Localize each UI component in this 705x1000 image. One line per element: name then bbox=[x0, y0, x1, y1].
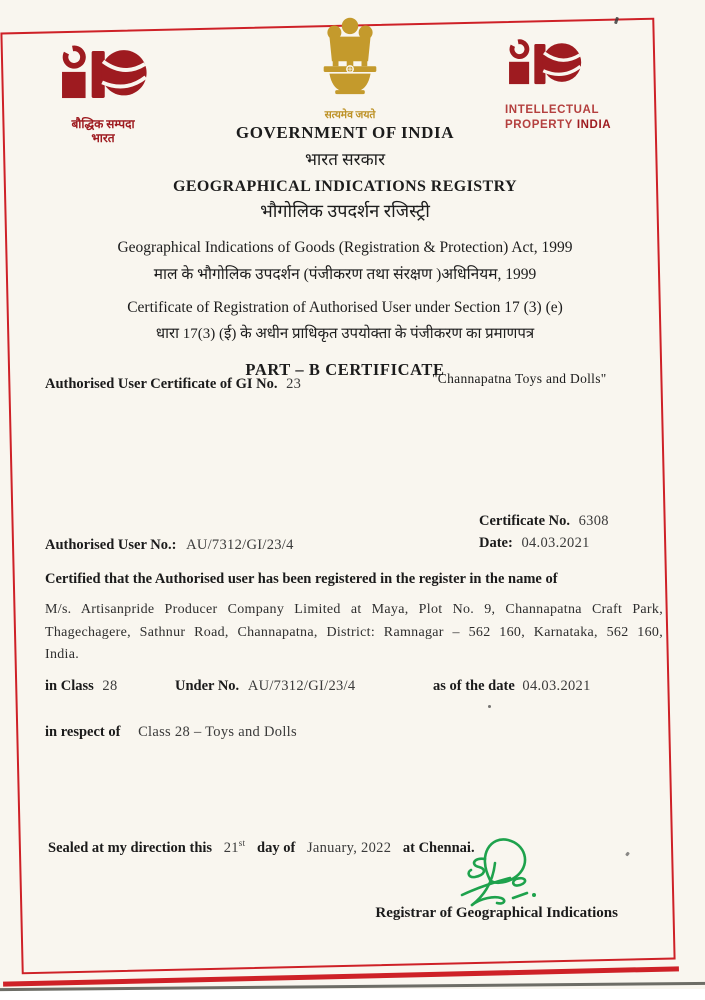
certificate-number-value: 6308 bbox=[578, 513, 609, 529]
ip-india-logo-icon bbox=[503, 38, 585, 96]
in-class-group bbox=[45, 678, 118, 695]
date-label: Date: bbox=[479, 535, 513, 551]
title-government-of-india: GOVERNMENT OF INDIA bbox=[235, 123, 455, 142]
title-block bbox=[0, 123, 690, 380]
sealed-line bbox=[48, 838, 475, 857]
as-of-date-value: 04.03.2021 bbox=[522, 678, 591, 694]
certified-statement: Certified that the Authorised user has been registered in the register in the name of bbox=[45, 571, 558, 587]
authorised-user-number-value: AU/7312/GI/23/4 bbox=[186, 537, 294, 553]
in-class-value: 28 bbox=[102, 678, 118, 694]
gi-name-value: "Channapatna Toys and Dolls" bbox=[432, 371, 607, 386]
national-emblem bbox=[295, 14, 405, 122]
caption-line2: भारत bbox=[91, 131, 115, 145]
in-respect-of-label: in respect of bbox=[45, 724, 121, 740]
certificate-number-label: Certificate No. bbox=[479, 513, 570, 529]
registrar-caption: Registrar of Geographical Indications bbox=[375, 905, 618, 921]
in-respect-of-line bbox=[45, 724, 297, 741]
sealed-text-2: day of bbox=[257, 839, 296, 856]
sealed-date: January, 2022 bbox=[306, 839, 392, 856]
sealed-day: 21st bbox=[223, 838, 246, 856]
caption-line1: बौद्धिक सम्पदा bbox=[71, 117, 135, 131]
certificate-line-en: Certificate of Registration of Authorised User under Section 17 (3) (e) bbox=[127, 299, 563, 316]
title-gi-registry-hi: भौगोलिक उपदर्शन रजिस्ट्री bbox=[260, 201, 430, 221]
in-class-label: in Class bbox=[45, 678, 94, 694]
gi-number-value: 23 bbox=[286, 376, 302, 392]
caption-intellectual: INTELLECTUAL bbox=[505, 104, 600, 116]
scan-speck bbox=[488, 705, 491, 708]
under-no-label: Under No. bbox=[175, 678, 240, 694]
title-bharat-sarkar: भारत सरकार bbox=[304, 150, 386, 169]
under-no-value: AU/7312/GI/23/4 bbox=[247, 678, 356, 694]
gi-number-line bbox=[45, 376, 301, 393]
emblem-motto: सत्यमेव जयते bbox=[324, 110, 376, 121]
as-of-date-group bbox=[433, 678, 591, 695]
authorised-user-number-line bbox=[45, 537, 294, 554]
registrant-address: M/s. Artisanpride Producer Company Limited at Maya, Plot No. 9, Channapatna Craft Park, Thagechagere, Sathnur Road, Channapatna, District: Ramnagar – 562 160, Karnataka, 562 160, India. bbox=[45, 602, 663, 663]
certificate-line-hi: धारा 17(3) (ई) के अधीन प्राधिकृत उपयोक्ता के पंजीकरण का प्रमाणपत्र bbox=[155, 326, 535, 342]
part-b-heading: PART – B CERTIFICATE bbox=[245, 360, 445, 379]
ashoka-emblem-icon bbox=[313, 14, 387, 102]
certificate-number-line bbox=[479, 510, 609, 532]
authorised-user-number-label: Authorised User No.: bbox=[45, 537, 177, 553]
gi-number-label: Authorised User Certificate of GI No. bbox=[45, 376, 278, 392]
in-respect-of-value: Class 28 – Toys and Dolls bbox=[138, 724, 297, 740]
date-line bbox=[479, 532, 609, 554]
caption-property-india: PROPERTY INDIA bbox=[505, 119, 612, 131]
ip-india-logo-icon bbox=[55, 44, 151, 112]
as-of-date-label: as of the date bbox=[433, 678, 515, 694]
title-gi-registry-en: GEOGRAPHICAL INDICATIONS REGISTRY bbox=[173, 178, 517, 195]
certificate-number-block bbox=[479, 510, 609, 554]
ip-india-logo-right bbox=[503, 38, 633, 133]
act-line-en: Geographical Indications of Goods (Registration & Protection) Act, 1999 bbox=[117, 239, 573, 256]
under-no-group bbox=[175, 678, 355, 695]
sealed-text-1: Sealed at my direction this bbox=[48, 839, 213, 856]
date-value: 04.03.2021 bbox=[521, 535, 590, 551]
sealed-text-3: at Chennai. bbox=[402, 839, 475, 856]
act-line-hi: माल के भौगोलिक उपदर्शन (पंजीकरण तथा संरक्षण )अधिनियम, 1999 bbox=[153, 266, 537, 283]
